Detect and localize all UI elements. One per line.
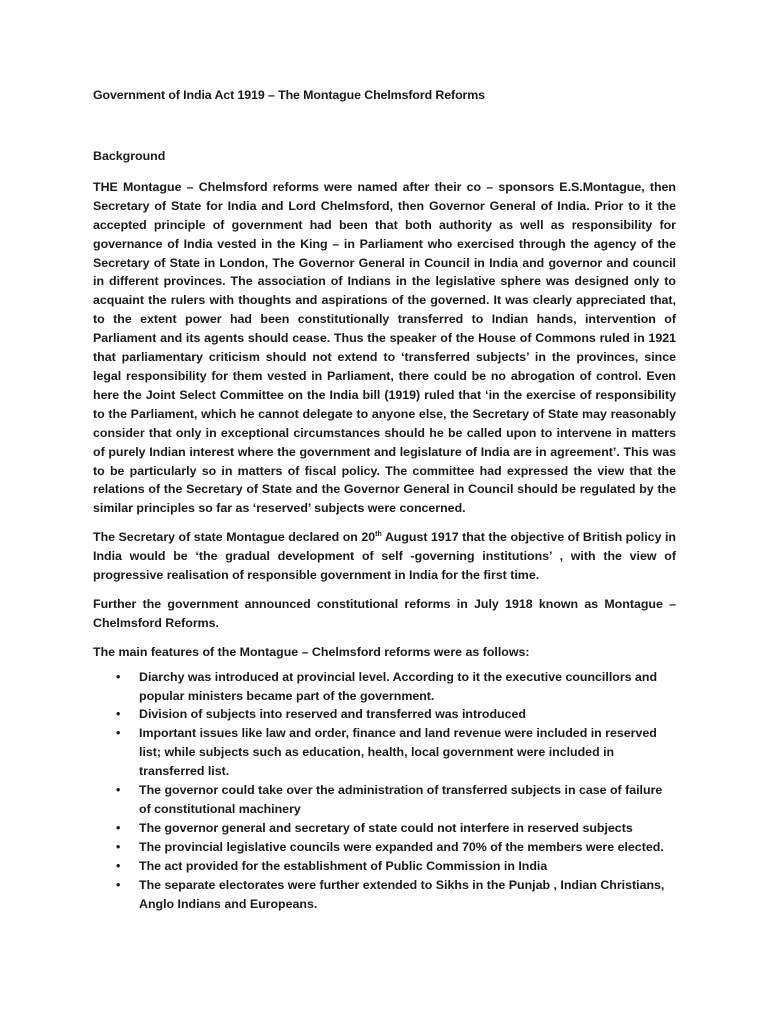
list-item-text: The act provided for the establishment of Public Commission in India (139, 858, 548, 873)
list-item (93, 724, 676, 781)
list-item (93, 876, 676, 914)
document-title: Government of India Act 1919 – The Montague Chelmsford Reforms (93, 88, 485, 102)
bullet-icon: • (116, 877, 121, 892)
list-item-text: Important issues like law and order, finance and land revenue were included in reserved list; while subjects such as education, health, local government were included in transferred list. (139, 726, 657, 779)
paragraph-declaration (93, 528, 676, 585)
paragraph-declaration-end: August 1917 that the objective of British policy in India would be ‘the gradual development of self -governing institutions’ , with the view of progressive realisation of responsible government in India for the first time. (93, 530, 676, 583)
bullet-icon: • (116, 783, 121, 798)
paragraph-declaration-start: The Secretary of state Montague declared on 20 (93, 530, 376, 545)
bullet-icon: • (116, 669, 121, 684)
list-item (93, 781, 676, 819)
list-item-text: The governor could take over the administration of transferred subjects in case of failure of constitutional machinery (139, 783, 663, 816)
list-item-text: Division of subjects into reserved and transferred was introduced (139, 707, 526, 722)
list-item (93, 819, 676, 838)
background-heading: Background (93, 149, 166, 163)
ordinal-superscript: th (375, 531, 382, 539)
list-item (93, 668, 676, 706)
document-body (93, 147, 676, 913)
bullet-icon: • (116, 839, 121, 854)
list-item-text: The separate electorates were further extended to Sikhs in the Punjab , Indian Christians, Anglo Indians and Europeans. (139, 877, 665, 911)
list-item (93, 838, 676, 857)
list-item-text: The governor general and secretary of state could not interfere in reserved subjects (139, 820, 633, 835)
paragraph-background: THE Montague – Chelmsford reforms were named after their co – sponsors E.S.Montague, then Secretary of State for India and Lord Chelmsford, then Governor General of India. Prior to it the accepted principle of government had been that both authority as well as responsibility for governance of India vested in the King – in Parliament who exercised through the agency of the Secretary of State in London, The Governor General in Council in India and governor and council in different provinces. The association of Indians in the legislative sphere was designed only to acquaint the rulers with thoughts and aspirations of the governed. It was clearly appreciated that, to the extent power had been constitutionally transferred to Indian hands, intervention of Parliament and its agents should cease. Thus the speaker of the House of Commons ruled in 1921 that parliamentary criticism should not extend to ‘transferred subjects’ in the provinces, since legal responsibility for them vested in Parliament, there could be no abrogation of control. Even here the Joint Select Committee on the India bill (1919) ruled that ‘in the exercise of responsibility to the Parliament, which he cannot delegate to anyone else, the Secretary of State may reasonably consider that only in exceptional circumstances should he be called upon to intervene in matters of purely Indian interest where the government and legislature of India are in agreement’. This was to be particularly so in matters of fiscal policy. The committee had expressed the view that the relations of the Secretary of State and the Governor General in Council should be regulated by the similar principles so far as ‘reserved’ subjects were concerned. (93, 179, 676, 516)
bullet-icon: • (116, 858, 121, 873)
bullet-icon: • (116, 707, 121, 722)
list-item-text: The provincial legislative councils were expanded and 70% of the members were elected. (139, 839, 664, 854)
features-intro: The main features of the Montague – Chelmsford reforms were as follows: (93, 644, 530, 659)
paragraph-reforms-announcement: Further the government announced constitutional reforms in July 1918 known as Montague – Chelmsford Reforms. (93, 596, 676, 630)
bullet-icon: • (116, 820, 121, 835)
bullet-icon: • (116, 726, 121, 741)
list-item-text: Diarchy was introduced at provincial level. According to it the executive councillors and popular ministers became part of the government. (139, 669, 658, 703)
list-item (93, 857, 676, 876)
features-list (93, 668, 676, 914)
list-item (93, 705, 676, 724)
